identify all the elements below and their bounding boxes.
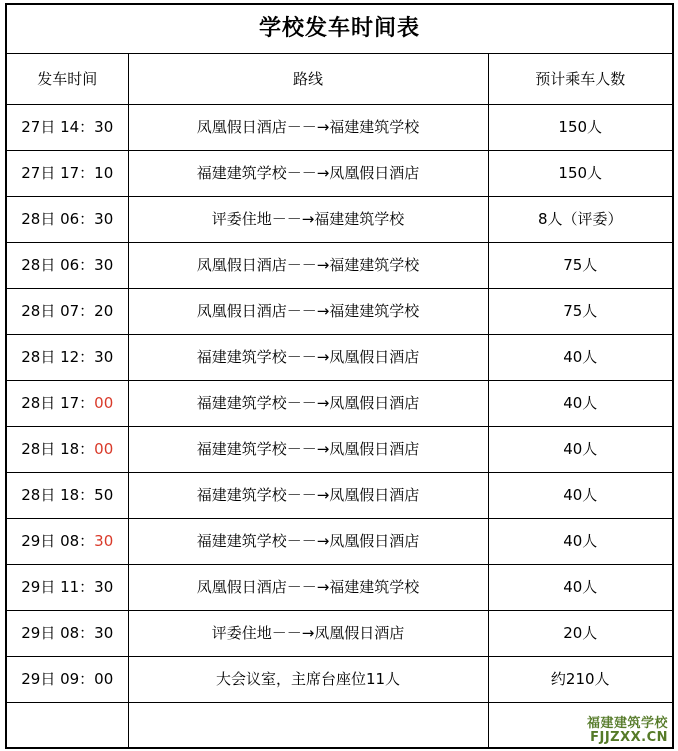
route-cell: 凤凰假日酒店－－→福建建筑学校 xyxy=(128,242,488,288)
table-row xyxy=(6,104,673,150)
passengers-cell: 75人 xyxy=(488,242,673,288)
route-cell xyxy=(128,702,488,748)
passengers-cell: 150人 xyxy=(488,104,673,150)
column-header-passengers: 预计乘车人数 xyxy=(488,53,673,104)
table-row xyxy=(6,656,673,702)
passengers-cell: 150人 xyxy=(488,150,673,196)
passengers-cell xyxy=(488,702,673,748)
watermark-school-name: 福建建筑学校 xyxy=(586,715,668,731)
departure-timetable xyxy=(5,3,674,749)
column-header-route: 路线 xyxy=(128,53,488,104)
time-text: 28日 12：30 xyxy=(21,348,114,366)
time-text: 27日 14：30 xyxy=(21,118,114,136)
route-cell: 福建建筑学校－－→凤凰假日酒店 xyxy=(128,426,488,472)
time-highlight: 00 xyxy=(94,394,114,412)
departure-time-cell xyxy=(6,426,128,472)
table-row xyxy=(6,518,673,564)
passengers-cell: 40人 xyxy=(488,426,673,472)
table-row xyxy=(6,334,673,380)
passengers-cell: 8人（评委） xyxy=(488,196,673,242)
passengers-cell: 40人 xyxy=(488,380,673,426)
route-cell: 评委住地－－→凤凰假日酒店 xyxy=(128,610,488,656)
departure-time-cell xyxy=(6,104,128,150)
table-row xyxy=(6,472,673,518)
time-text: 29日 08：30 xyxy=(21,624,114,642)
passengers-cell: 75人 xyxy=(488,288,673,334)
route-cell: 大会议室，主席台座位11人 xyxy=(128,656,488,702)
header-row xyxy=(6,53,673,104)
watermark xyxy=(587,717,668,746)
title-row xyxy=(6,4,673,53)
passengers-cell: 40人 xyxy=(488,334,673,380)
time-text: 28日 07：20 xyxy=(21,302,114,320)
departure-time-cell xyxy=(6,380,128,426)
column-header-time: 发车时间 xyxy=(6,53,128,104)
time-text: 29日 09：00 xyxy=(21,670,114,688)
table-row xyxy=(6,150,673,196)
departure-time-cell xyxy=(6,564,128,610)
watermark-website: FJJZXX.CN xyxy=(590,730,668,746)
time-highlight: 30 xyxy=(94,532,114,550)
table-row xyxy=(6,564,673,610)
passengers-cell: 约210人 xyxy=(488,656,673,702)
departure-time-cell xyxy=(6,334,128,380)
departure-time-cell xyxy=(6,518,128,564)
departure-time-cell xyxy=(6,242,128,288)
route-cell: 福建建筑学校－－→凤凰假日酒店 xyxy=(128,150,488,196)
table-row xyxy=(6,380,673,426)
time-text: 29日 08： xyxy=(21,532,95,550)
passengers-cell: 20人 xyxy=(488,610,673,656)
route-cell: 福建建筑学校－－→凤凰假日酒店 xyxy=(128,334,488,380)
route-cell: 凤凰假日酒店－－→福建建筑学校 xyxy=(128,288,488,334)
table-row-empty xyxy=(6,702,673,748)
table-row xyxy=(6,610,673,656)
time-text: 28日 06：30 xyxy=(21,210,114,228)
time-text: 28日 17： xyxy=(21,394,95,412)
table-row xyxy=(6,242,673,288)
passengers-cell: 40人 xyxy=(488,518,673,564)
passengers-cell: 40人 xyxy=(488,472,673,518)
route-cell: 福建建筑学校－－→凤凰假日酒店 xyxy=(128,518,488,564)
departure-time-cell xyxy=(6,610,128,656)
route-cell: 凤凰假日酒店－－→福建建筑学校 xyxy=(128,104,488,150)
time-text: 28日 18：50 xyxy=(21,486,114,504)
passengers-cell: 40人 xyxy=(488,564,673,610)
time-text: 29日 11：30 xyxy=(21,578,114,596)
departure-time-cell xyxy=(6,702,128,748)
time-text: 28日 06：30 xyxy=(21,256,114,274)
departure-time-cell xyxy=(6,150,128,196)
departure-time-cell xyxy=(6,472,128,518)
route-cell: 福建建筑学校－－→凤凰假日酒店 xyxy=(128,380,488,426)
departure-time-cell xyxy=(6,196,128,242)
route-cell: 福建建筑学校－－→凤凰假日酒店 xyxy=(128,472,488,518)
time-highlight: 00 xyxy=(94,440,114,458)
route-cell: 凤凰假日酒店－－→福建建筑学校 xyxy=(128,564,488,610)
table-row xyxy=(6,426,673,472)
departure-time-cell xyxy=(6,656,128,702)
table-row xyxy=(6,288,673,334)
route-cell: 评委住地－－→福建建筑学校 xyxy=(128,196,488,242)
table-row xyxy=(6,196,673,242)
time-text: 28日 18： xyxy=(21,440,95,458)
time-text: 27日 17：10 xyxy=(21,164,114,182)
departure-time-cell xyxy=(6,288,128,334)
page-title: 学校发车时间表 xyxy=(6,4,673,53)
